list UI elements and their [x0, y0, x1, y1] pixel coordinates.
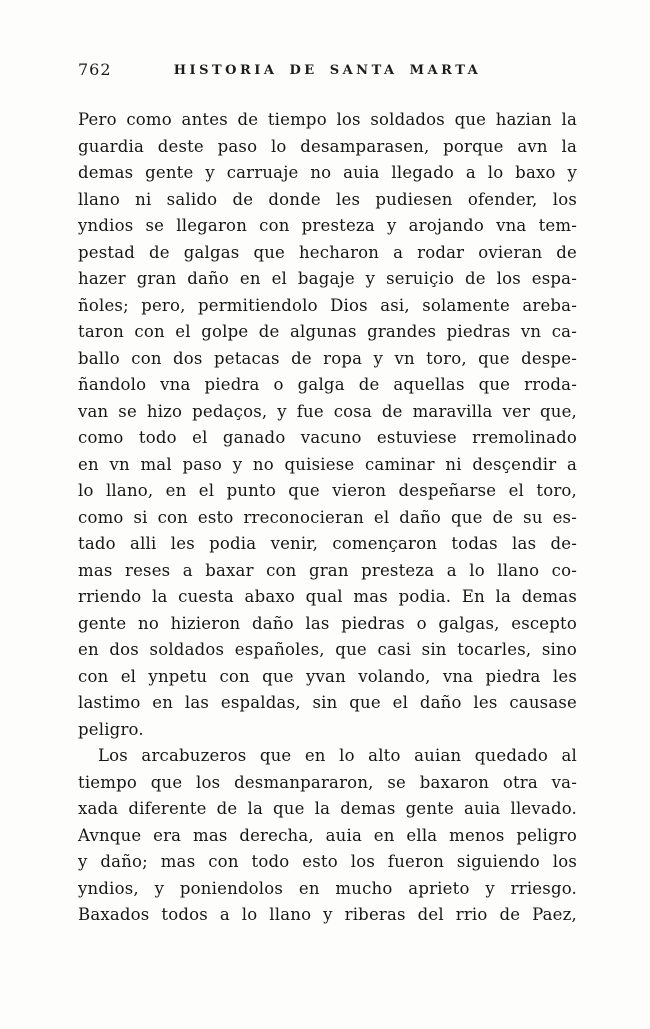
text-line: van se hizo pedaços, y fue cosa de maravilla ver que, — [78, 401, 577, 421]
text-line: llano ni salido de donde les pudiesen ofender, los — [78, 189, 577, 209]
text-line: ñoles; pero, permitiendolo Dios asi, solamente areba- — [78, 295, 577, 315]
text-line: Avnque era mas derecha, auia en ella menos peligro — [78, 825, 577, 845]
text-line: hazer gran daño en el bagaje y seruiçio de los espa- — [78, 269, 577, 288]
text-line: Pero como antes de tiempo los soldados que hazian la — [78, 110, 577, 129]
text-line: en vn mal paso y no quisiese caminar ni desçendir a — [78, 454, 577, 474]
paragraph — [78, 107, 577, 743]
text-line: lastimo en las espaldas, sin que el daño les causase — [78, 693, 577, 712]
text-line: gente no hizieron daño las piedras o galgas, escepto — [78, 613, 577, 633]
paragraph — [78, 743, 577, 929]
text-line: pestad de galgas que hecharon a rodar ovieran de — [78, 242, 577, 262]
text-line: y daño; mas con todo esto los fueron siguiendo los — [78, 852, 577, 871]
text-line: guardia deste paso lo desamparasen, porque avn la — [78, 136, 577, 156]
text-line: xada diferente de la que la demas gente auia llevado. — [78, 799, 577, 818]
text-line: peligro. — [78, 719, 144, 739]
text-line: tado alli les podia venir, començaron todas las de- — [78, 534, 577, 553]
text-line: taron con el golpe de algunas grandes piedras vn ca- — [78, 322, 577, 341]
text-line: como todo el ganado vacuno estuviese rremolinado — [78, 428, 577, 447]
text-line: Los arcabuzeros que en lo alto auian quedado al — [98, 746, 577, 765]
page-header — [78, 60, 577, 82]
text-line: mas reses a baxar con gran presteza a lo llano co- — [78, 560, 577, 580]
page-body — [78, 107, 577, 929]
text-line: tiempo que los desmanpararon, se baxaron otra va- — [78, 772, 577, 792]
text-line: rriendo la cuesta abaxo qual mas podia. En la demas — [78, 587, 577, 606]
text-line: como si con esto rreconocieran el daño que de su es- — [78, 507, 577, 527]
text-line: lo llano, en el punto que vieron despeñarse el toro, — [78, 481, 577, 500]
text-line: yndios, y poniendolos en mucho aprieto y rriesgo. — [78, 878, 577, 898]
text-line: yndios se llegaron con presteza y arojando vna tem- — [78, 216, 577, 235]
text-line: en dos soldados españoles, que casi sin tocarles, sino — [78, 640, 577, 659]
page-number: 762 — [78, 60, 112, 79]
text-line: ñandolo vna piedra o galga de aquellas que rroda- — [78, 375, 577, 394]
text-line: demas gente y carruaje no auia llegado a lo baxo y — [78, 163, 577, 182]
text-line: Baxados todos a lo llano y riberas del rrio de Paez, — [78, 905, 577, 924]
text-line: ballo con dos petacas de ropa y vn toro, que despe- — [78, 348, 577, 368]
text-line: con el ynpetu con que yvan volando, vna piedra les — [78, 666, 577, 686]
running-title: HISTORIA DE SANTA MARTA — [173, 63, 482, 78]
